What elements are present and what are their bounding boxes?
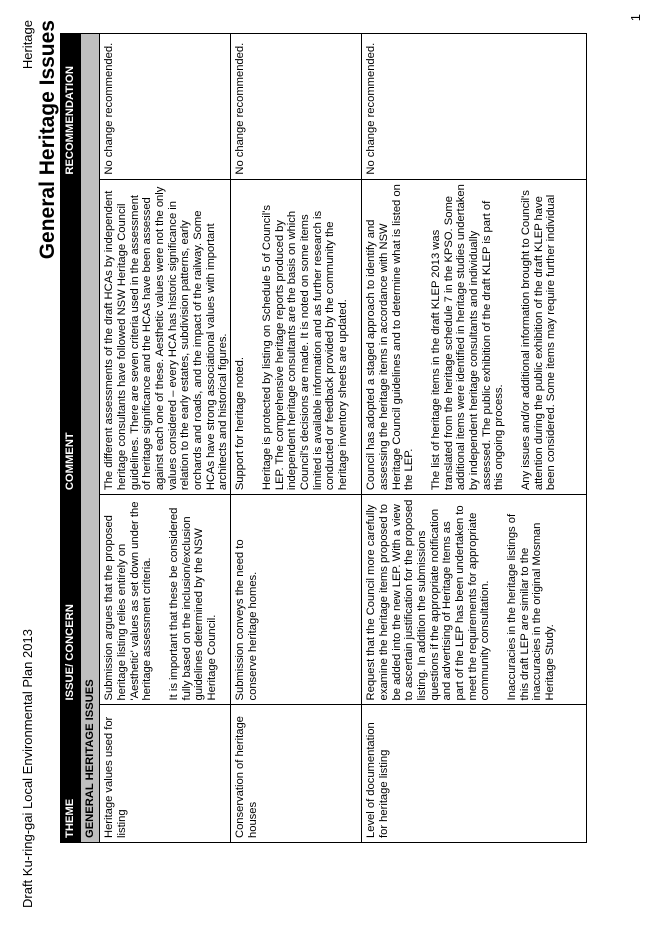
comment-paragraph: Heritage is protected by listing on Schedule 5 of Council's LEP. The comprehensive heritage reports produced by independent heritage consultants are the basis on which Council's decisions are made. It is noted on some items limited is available information and as further research is conducted or feedback provided by the community the heritage inventory sheets are updated.: [260, 205, 349, 491]
issue-paragraph: Submission argues that the proposed heritage listing relies entirely on 'Aesthetic' values as set down under the heritage assessment criteria.: [103, 501, 154, 701]
issue-cell: [234, 499, 358, 700]
comment-paragraph: The different assessments of the draft HCAs by independent heritage consultants have followed NSW Heritage Council guidelines. There are seven criteria used in the assessment of heritage significance and the HCAs have been assessed against each one of these. Aesthetic values were not the only values considered – every HCA has historic significance in relation to the early estates, subdivision patterns, early orchards and roads, and the impact of the railway. Some HCAs have strong associational values with important architects and historical figures.: [103, 186, 230, 491]
theme-cell: Level of documentation for heritage listing: [365, 722, 390, 838]
table-row: [100, 34, 231, 843]
issue-cell: [103, 499, 227, 700]
issue-paragraph: Inaccuracies in the heritage listings of this draft LEP are similar to the inaccuracies in the original Mosman Heritage Study.: [505, 513, 556, 701]
issue-cell: [365, 499, 583, 700]
comment-paragraph: Any issues and/or additional information brought to Council's attention during the public exhibition of the draft KLEP have been considered. Some items may require further individual: [519, 190, 558, 491]
issue-paragraph: Submission conveys the need to conserve heritage homes.: [234, 539, 259, 701]
issue-paragraph: It is important that these be considered fully based on the inclusion/exclusion guidelines determined by the NSW Heritage Council.: [167, 507, 218, 701]
column-header-issue: ISSUE/ CONCERN: [61, 495, 81, 705]
comment-paragraph: The list of heritage items in the draft KLEP 2013 was translated from the heritage schedule 7 in the KPSO. Some additional items were identified in heritage studies undertaken by independent heritage consultants and individually assessed. The public exhibition of the draft KLEP is part of this ongoing process.: [429, 184, 506, 491]
section-heading-row: [80, 34, 100, 843]
comment-paragraph: Council has adopted a staged approach to identify and assessing the heritage items in accordance with NSW Heritage Council guidelines and to determine what is listed on the LEP.: [365, 184, 416, 491]
column-header-recommendation: RECOMMENDATION: [61, 34, 81, 180]
section-heading: GENERAL HERITAGE ISSUES: [80, 34, 100, 843]
page-title: General Heritage Issues: [36, 20, 59, 260]
theme-cell: Heritage values used for listing: [103, 716, 128, 838]
recommendation-cell: No change recommended.: [234, 42, 247, 175]
column-header-theme: THEME: [61, 705, 81, 843]
document-name: Draft Ku-ring-gai Local Environmental Plan 2013: [20, 629, 35, 908]
comment-paragraph: Support for heritage noted.: [234, 357, 247, 491]
comment-cell: [234, 184, 358, 491]
section-label: Heritage: [20, 20, 35, 70]
recommendation-cell: No change recommended.: [365, 42, 378, 175]
issues-table: [60, 33, 587, 843]
recommendation-cell: No change recommended.: [103, 42, 116, 175]
page-number: 1: [628, 14, 643, 22]
table-row: [362, 34, 587, 843]
comment-cell: [365, 184, 583, 491]
theme-cell: Conservation of heritage houses: [234, 716, 259, 838]
table-row: [231, 34, 362, 843]
issue-paragraph: Request that the Council more carefully examine the heritage items proposed to be added into the new LEP. With a view to ascertain justification for the proposed listing. In addition the submissions questions if the appropriate notification and advertising of Heritage Items as part of the LEP has been undertaken to meet the requirements for appropriate community consultation.: [365, 499, 492, 701]
table-header-row: [61, 34, 81, 843]
column-header-comment: COMMENT: [61, 179, 81, 495]
comment-cell: [103, 184, 230, 491]
